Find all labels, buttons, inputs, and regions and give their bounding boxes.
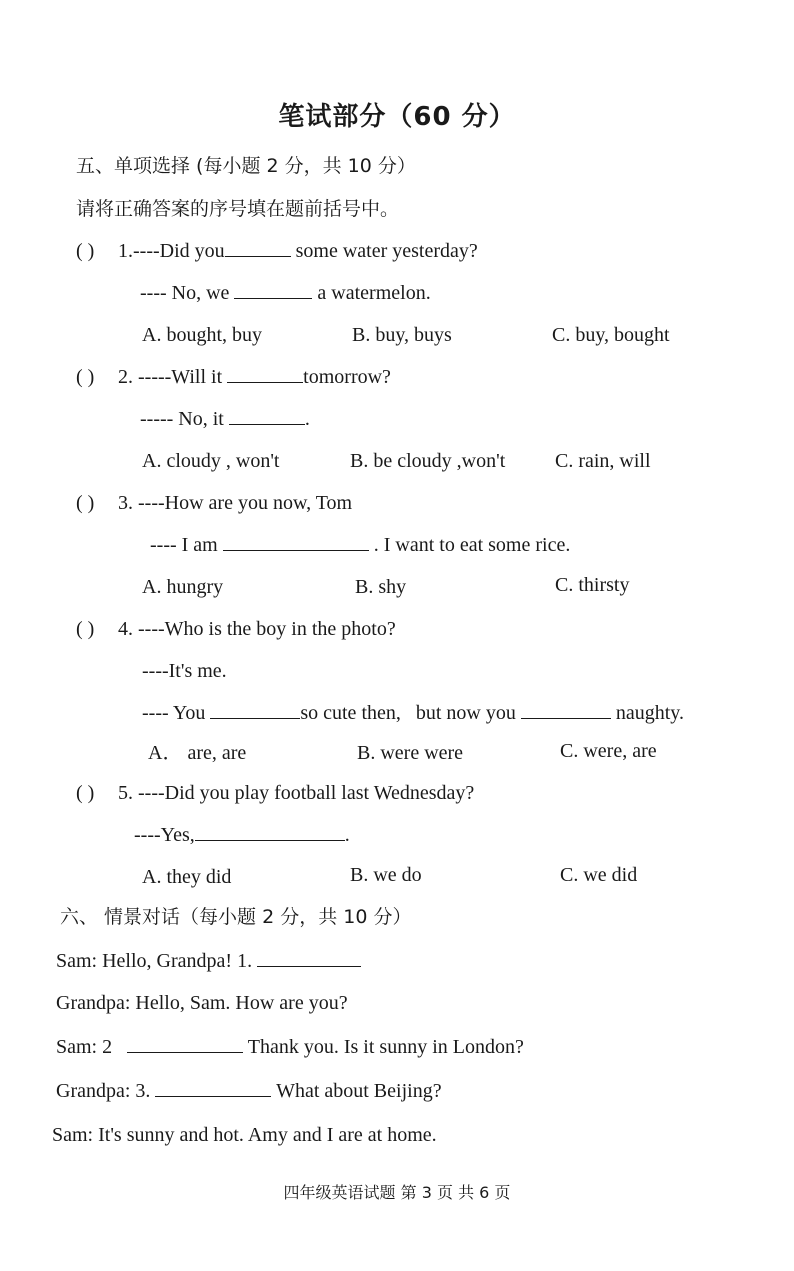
dialogue-blank-1[interactable] (257, 948, 361, 967)
dialogue-blank-3[interactable] (155, 1078, 271, 1097)
question-1-text-b: some water yesterday? (295, 240, 478, 262)
dialogue-line-4-text-b: What about Beijing? (276, 1080, 442, 1102)
question-2-response (140, 406, 310, 432)
question-4-option-b[interactable]: B. were were (357, 742, 464, 764)
question-2-option-a[interactable]: A. cloudy , won't (142, 450, 280, 472)
question-1-option-c[interactable]: C. buy, bought (552, 324, 670, 346)
question-5-option-a[interactable]: A. they did (142, 866, 232, 888)
question-2-response-a: ----- No, it (140, 408, 224, 430)
question-4-option-a[interactable]: A． are, are (148, 742, 247, 764)
question-4-response-2-a: ---- You (142, 702, 206, 724)
question-2-option-b[interactable]: B. be cloudy ,won't (350, 450, 506, 472)
question-1-blank-2[interactable] (234, 280, 312, 299)
page-footer: 四年级英语试题 第 3 页 共 6 页 (283, 1183, 511, 1202)
question-4-response-2 (142, 700, 684, 726)
dialogue-blank-2[interactable] (127, 1034, 243, 1053)
question-1-option-b[interactable]: B. buy, buys (352, 324, 452, 346)
question-5-blank-1[interactable] (195, 822, 345, 841)
question-4-blank-2[interactable] (521, 700, 611, 719)
dialogue-line-5 (52, 1122, 437, 1148)
question-4-response-2-c: but now you (415, 702, 516, 724)
question-4-text-a: 4. ----Who is the boy in the photo? (118, 618, 396, 640)
dialogue-line-2 (56, 990, 348, 1016)
question-4-blank-1[interactable] (210, 700, 300, 719)
question-2 (118, 364, 391, 390)
question-3-option-b[interactable]: B. shy (355, 576, 407, 598)
question-2-blank-1[interactable] (227, 364, 303, 383)
question-2-text-a: 2. -----Will it (118, 366, 223, 388)
question-3-option-a[interactable]: A. hungry (142, 576, 224, 598)
question-3-response (150, 532, 570, 558)
question-5-option-b[interactable]: B. we do (350, 864, 422, 886)
question-3-blank-1[interactable] (223, 532, 369, 551)
dialogue-line-1-text: Sam: Hello, Grandpa! 1. (56, 950, 253, 972)
page-title: 笔试部分（60 分） (278, 102, 516, 132)
question-3-text-a: 3. ----How are you now, Tom (118, 492, 353, 514)
question-5 (118, 780, 474, 806)
dialogue-line-3 (56, 1034, 524, 1060)
section5-instruction: 请将正确答案的序号填在题前括号中。 (76, 198, 400, 220)
dialogue-line-3-text-b: Thank you. Is it sunny in London? (247, 1036, 524, 1058)
question-1-response-b: a watermelon. (317, 282, 431, 304)
question-5-text-a: 5. ----Did you play football last Wednesday? (118, 782, 475, 804)
question-1-response (140, 280, 431, 306)
dialogue-line-4-text-a: Grandpa: 3. (56, 1080, 151, 1102)
question-1 (118, 238, 478, 264)
question-4-response-2-d: naughty. (615, 702, 685, 724)
question-1-blank-1[interactable] (225, 238, 291, 257)
question-4-response-1: ----It's me. (142, 660, 227, 682)
question-1-response-a: ---- No, we (140, 282, 230, 304)
dialogue-line-4 (56, 1078, 442, 1104)
section6-heading: 六、 情景对话（每小题 2 分，共 10 分） (60, 906, 412, 928)
question-3-response-b: . I want to eat some rice. (373, 534, 571, 556)
answer-paren-5[interactable]: ( ) (76, 782, 95, 804)
question-1-text-a: 1.----Did you (118, 240, 225, 262)
question-1-option-a[interactable]: A. bought, buy (142, 324, 262, 346)
question-2-option-c[interactable]: C. rain, will (555, 450, 651, 472)
question-4-option-c[interactable]: C. were, are (560, 740, 657, 762)
dialogue-line-5-text: Sam: It's sunny and hot. Amy and I are at home. (52, 1124, 437, 1146)
question-3-option-c[interactable]: C. thirsty (555, 574, 630, 596)
question-2-blank-2[interactable] (229, 406, 305, 425)
question-5-response (134, 822, 350, 848)
dialogue-line-1 (56, 948, 361, 974)
answer-paren-4[interactable]: ( ) (76, 618, 95, 640)
section5-heading: 五、单项选择 (每小题 2 分，共 10 分） (76, 155, 416, 177)
dialogue-line-3-text-a: Sam: 2 (56, 1036, 113, 1058)
question-2-response-b: . (304, 408, 310, 430)
question-5-response-b: . (344, 824, 350, 846)
answer-paren-2[interactable]: ( ) (76, 366, 95, 388)
question-4 (118, 616, 396, 642)
question-2-text-b: tomorrow? (303, 366, 391, 388)
question-5-response-a: ----Yes, (134, 824, 195, 846)
question-3 (118, 490, 352, 516)
answer-paren-1[interactable]: ( ) (76, 240, 95, 262)
question-4-response-2-b: so cute then, (300, 702, 401, 724)
answer-paren-3[interactable]: ( ) (76, 492, 95, 514)
question-3-response-a: ---- I am (150, 534, 218, 556)
question-5-option-c[interactable]: C. we did (560, 864, 638, 886)
dialogue-line-2-text: Grandpa: Hello, Sam. How are you? (56, 992, 348, 1014)
